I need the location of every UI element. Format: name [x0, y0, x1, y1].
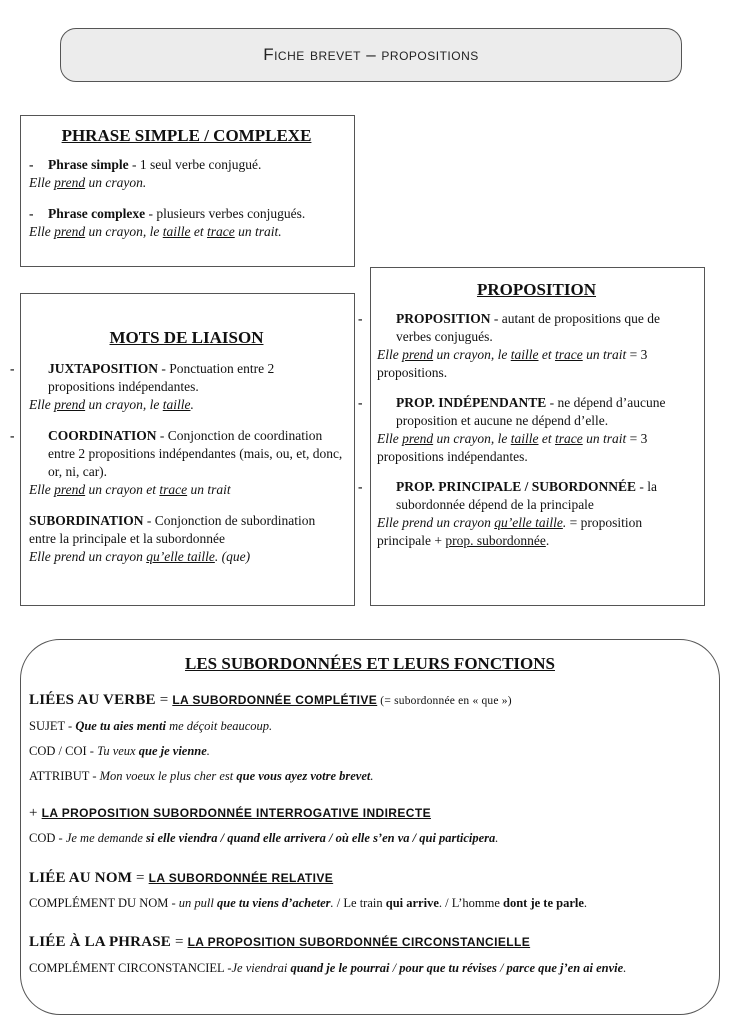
line-complement-du-nom: COMPLÉMENT DU NOM - un pull que tu viens d’acheter. / Le train qui arrive. / L’homme dont je te parle.	[29, 896, 588, 910]
section-liees-au-verbe: LIÉES AU VERBE = LA SUBORDONNÉE COMPLÉTIVE (= subordonnée en « que »)	[29, 692, 512, 708]
heading-simple-complexe: PHRASE SIMPLE / COMPLEXE	[61, 126, 312, 145]
example-juxtaposition: Elle prend un crayon, le taille.	[29, 397, 194, 412]
example-phrase-simple: Elle prend un crayon.	[29, 175, 147, 190]
example-subordination: Elle prend un crayon qu’elle taille. (que)	[29, 549, 251, 564]
item-prop-principale-subordonnee: - PROP. PRINCIPALE / SUBORDONNÉE - la subordonnée dépend de la principale	[358, 479, 658, 512]
section-liee-au-nom: LIÉE AU NOM = LA SUBORDONNÉE RELATIVE	[29, 870, 334, 886]
section-interrogative-indirecte: + LA PROPOSITION SUBORDONNÉE INTERROGATIVE INDIRECTE	[29, 805, 431, 821]
item-juxtaposition: - JUXTAPOSITION - Ponctuation entre 2 propositions indépendantes.	[10, 361, 275, 394]
line-attribut: ATTRIBUT - Mon voeux le plus cher est que vous ayez votre brevet.	[29, 769, 374, 783]
item-subordination: SUBORDINATION - Conjonction de subordination entre la principale et la subordonnée	[29, 513, 316, 546]
page-title: Fiche brevet – propositions	[263, 45, 479, 64]
item-coordination: - COORDINATION - Conjonction de coordination entre 2 propositions indépendantes (mais, ou, et, donc, or, ni, car).	[10, 428, 343, 479]
example-coordination: Elle prend un crayon et trace un trait	[29, 482, 231, 497]
example-prop-principale-subordonnee: Elle prend un crayon qu’elle taille. = proposition principale + prop. subordonnée.	[377, 515, 643, 548]
item-prop-independante: - PROP. INDÉPENDANTE - ne dépend d’aucune proposition et aucune ne dépend d’elle.	[358, 395, 666, 428]
line-complement-circonstanciel: COMPLÉMENT CIRCONSTANCIEL -Je viendrai quand je le pourrai / pour que tu révises / parce que j’en ai envie.	[29, 961, 627, 975]
line-cod-interrogative: COD - Je me demande si elle viendra / quand elle arrivera / où elle s’en va / qui participera.	[29, 831, 499, 845]
title-banner	[60, 28, 682, 82]
heading-mots-liaison: MOTS DE LIAISON	[109, 328, 264, 347]
box-simple-complexe	[20, 115, 355, 267]
box-mots-liaison	[10, 293, 355, 606]
example-proposition: Elle prend un crayon, le taille et trace un trait = 3 propositions.	[377, 347, 648, 380]
example-prop-independante: Elle prend un crayon, le taille et trace un trait = 3 propositions indépendantes.	[377, 431, 648, 464]
heading-subordonnees: LES SUBORDONNÉES ET LEURS FONCTIONS	[184, 654, 555, 673]
line-sujet: SUJET - Que tu aies menti me déçoit beaucoup.	[29, 719, 273, 733]
box-subordonnees	[20, 639, 720, 1015]
item-proposition: - PROPOSITION - autant de propositions que de verbes conjugués.	[358, 311, 660, 344]
heading-proposition: PROPOSITION	[476, 280, 597, 299]
item-phrase-complexe: - Phrase complexe - plusieurs verbes conjugués.	[29, 206, 306, 221]
item-phrase-simple: - Phrase simple - 1 seul verbe conjugué.	[29, 157, 262, 172]
line-cod-coi: COD / COI - Tu veux que je vienne.	[29, 744, 210, 758]
box-proposition	[358, 267, 705, 606]
section-liee-a-la-phrase: LIÉE À LA PHRASE = LA PROPOSITION SUBORDONNÉE CIRCONSTANCIELLE	[29, 934, 531, 950]
example-phrase-complexe: Elle prend un crayon, le taille et trace un trait.	[29, 224, 282, 239]
